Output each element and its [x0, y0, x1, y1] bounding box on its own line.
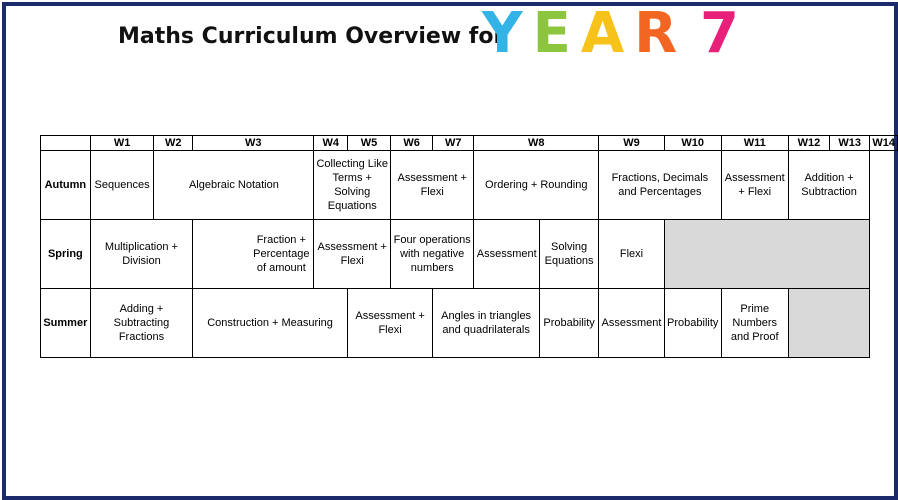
topic-cell: Collecting Like Terms + Solving Equations [314, 151, 391, 220]
spring-row [41, 220, 898, 289]
topic-cell: Probability [540, 289, 599, 358]
topic-cell: Fractions, Decimals and Percentages [599, 151, 722, 220]
topic-cell: Solving Equations [540, 220, 599, 289]
week-header: W2 [154, 136, 193, 151]
curriculum-table [40, 135, 898, 358]
topic-cell: Multiplication + Division [90, 220, 192, 289]
week-header: W8 [474, 136, 599, 151]
summer-row [41, 289, 898, 358]
topic-cell: Assessment + Flexi [391, 151, 474, 220]
topic-cell: Probability [664, 289, 721, 358]
year-letter-e: E [532, 1, 581, 66]
week-header: W12 [788, 136, 829, 151]
week-header: W14 [870, 136, 898, 151]
topic-cell: Ordering + Rounding [474, 151, 599, 220]
topic-cell: Four operations with negative numbers [391, 220, 474, 289]
topic-cell: Construction + Measuring [193, 289, 348, 358]
week-header: W9 [599, 136, 665, 151]
term-label: Summer [41, 289, 91, 358]
term-label: Spring [41, 220, 91, 289]
week-header: W13 [829, 136, 869, 151]
topic-cell: Assessment + Flexi [347, 289, 432, 358]
page-title: Maths Curriculum Overview for [118, 24, 505, 49]
term-label: Autumn [41, 151, 91, 220]
week-header: W10 [664, 136, 721, 151]
topic-cell: Angles in triangles and quadrilaterals [433, 289, 540, 358]
topic-cell: Flexi [599, 220, 665, 289]
week-header: W5 [347, 136, 390, 151]
topic-cell: Addition + Subtraction [788, 151, 870, 220]
topic-cell: Assessment [599, 289, 665, 358]
year-number: 7 [700, 1, 739, 66]
empty-cell [788, 289, 870, 358]
week-header: W7 [433, 136, 474, 151]
week-header: W3 [193, 136, 314, 151]
topic-cell: Fraction + Percentage of amount [193, 220, 314, 289]
year-letter-r: R [634, 1, 688, 66]
year-letter-y: Y [482, 1, 533, 66]
year-letter-a: A [580, 1, 635, 66]
week-header-row [41, 136, 898, 151]
autumn-row [41, 151, 898, 220]
year-heading [482, 1, 688, 66]
week-header: W4 [314, 136, 348, 151]
corner-cell [41, 136, 91, 151]
topic-cell: Adding + Subtracting Fractions [90, 289, 192, 358]
week-header: W1 [90, 136, 154, 151]
week-header: W11 [721, 136, 788, 151]
topic-cell: Prime Numbers and Proof [721, 289, 788, 358]
week-header: W6 [391, 136, 433, 151]
topic-cell: Sequences [90, 151, 154, 220]
topic-cell: Assessment + Flexi [314, 220, 391, 289]
topic-cell: Algebraic Notation [154, 151, 314, 220]
empty-cell [664, 220, 870, 289]
topic-cell: Assessment [474, 220, 540, 289]
topic-cell: Assessment + Flexi [721, 151, 788, 220]
